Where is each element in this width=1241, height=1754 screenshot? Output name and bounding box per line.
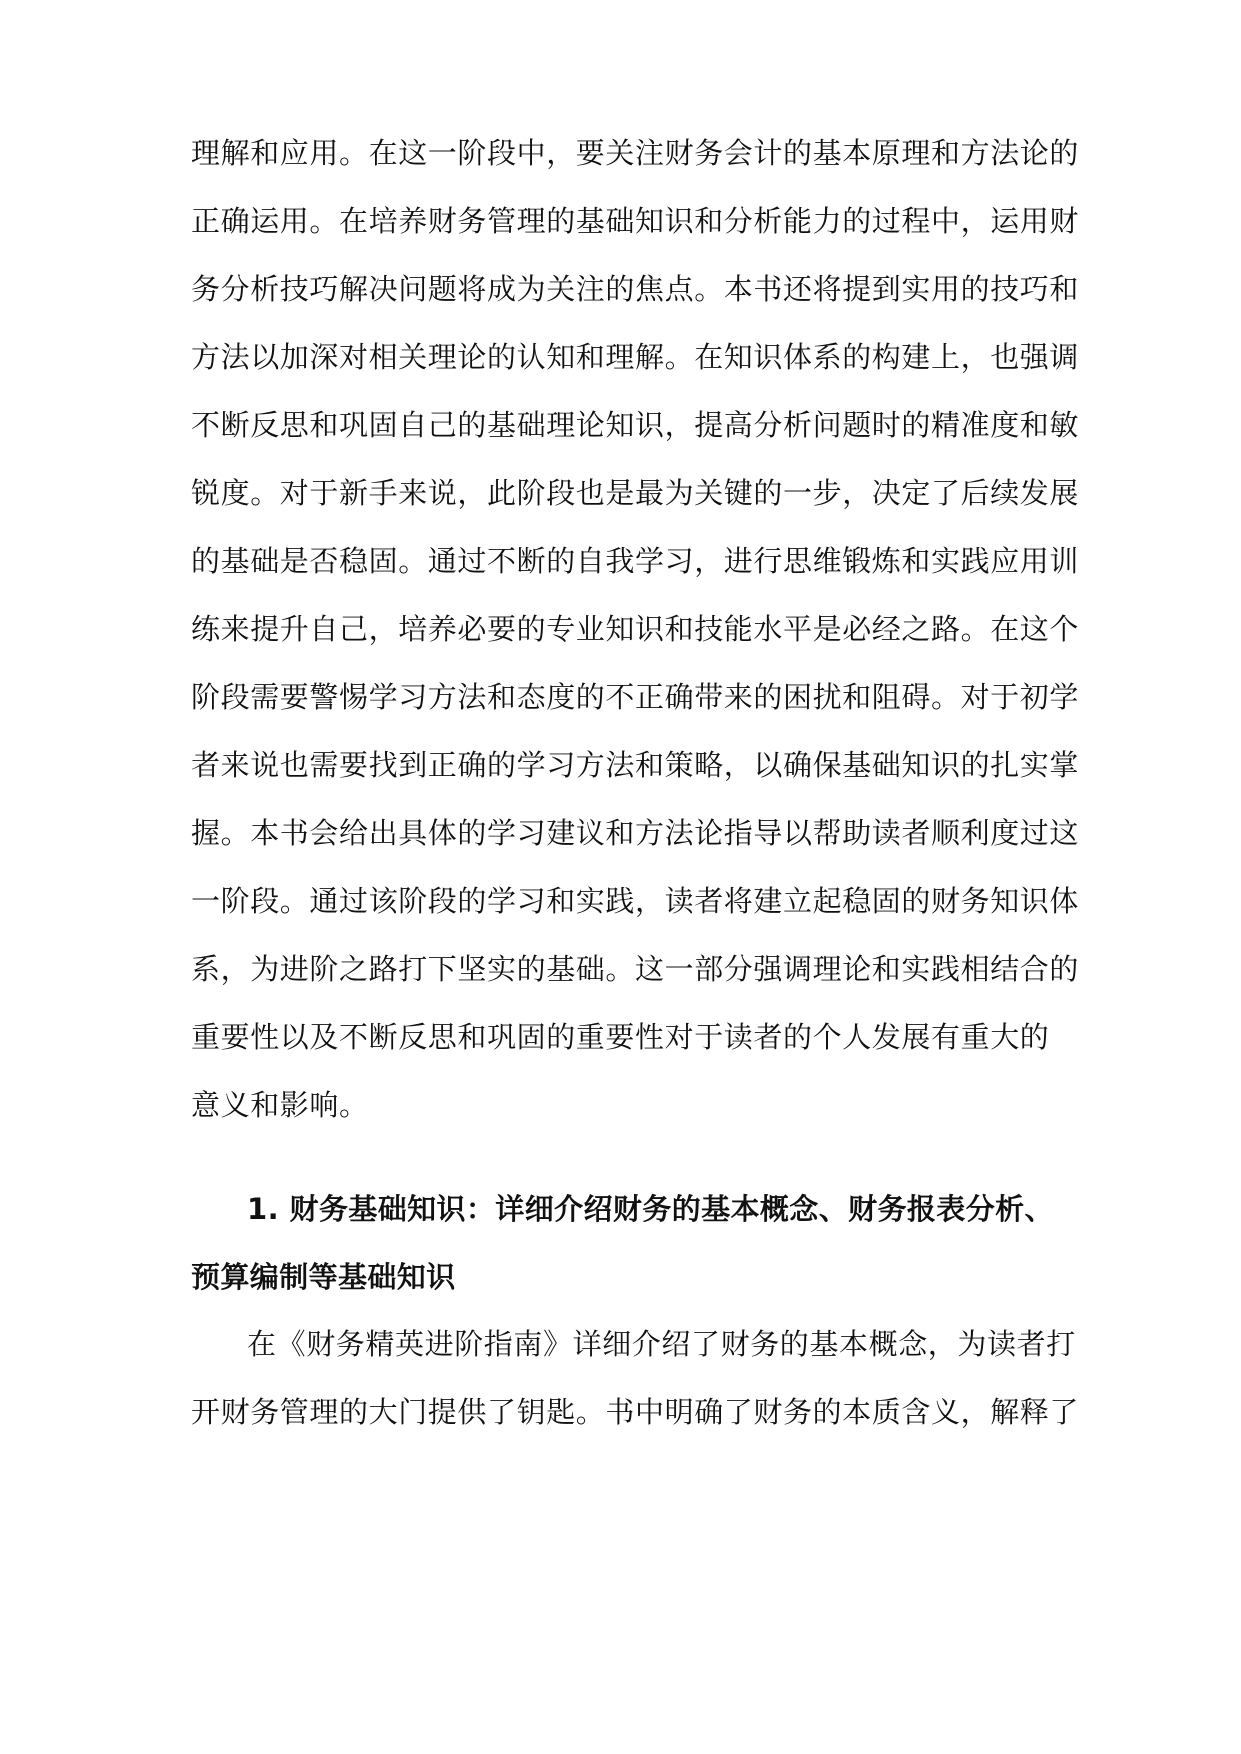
paragraph-line: 的基础是否稳固。通过不断的自我学习，进行思维锻炼和实践应用训: [191, 544, 1080, 578]
heading-line: 1. 财务基础知识：详细介绍财务的基本概念、财务报表分析、: [247, 1192, 1054, 1226]
paragraph-line: 理解和应用。在这一阶段中，要关注财务会计的基本原理和方法论的: [191, 136, 1080, 170]
paragraph-line: 练来提升自己，培养必要的专业知识和技能水平是必经之路。在这个: [191, 612, 1080, 646]
paragraph-line: 不断反思和巩固自己的基础理论知识，提高分析问题时的精准度和敏: [191, 408, 1080, 442]
paragraph-line: 握。本书会给出具体的学习建议和方法论指导以帮助读者顺利度过这: [191, 816, 1080, 850]
paragraph-line: 者来说也需要找到正确的学习方法和策略，以确保基础知识的扎实掌: [191, 748, 1080, 782]
paragraph-line: 阶段需要警惕学习方法和态度的不正确带来的困扰和阻碍。对于初学: [191, 680, 1080, 714]
paragraph-line: 锐度。对于新手来说，此阶段也是最为关键的一步，决定了后续发展: [191, 476, 1080, 510]
paragraph-line: 在《财务精英进阶指南》详细介绍了财务的基本概念，为读者打: [247, 1327, 1076, 1361]
paragraph-line: 方法以加深对相关理论的认知和理解。在知识体系的构建上，也强调: [191, 340, 1080, 374]
paragraph-line: 开财务管理的大门提供了钥匙。书中明确了财务的本质含义，解释了: [191, 1395, 1080, 1429]
paragraph-line: 重要性以及不断反思和巩固的重要性对于读者的个人发展有重大的: [191, 1020, 1050, 1054]
paragraph-line: 务分析技巧解决问题将成为关注的焦点。本书还将提到实用的技巧和: [191, 272, 1080, 306]
paragraph-line: 正确运用。在培养财务管理的基础知识和分析能力的过程中，运用财: [191, 204, 1080, 238]
paragraph-line: 意义和影响。: [191, 1088, 369, 1122]
heading-line: 预算编制等基础知识: [191, 1260, 456, 1294]
paragraph-line: 系，为进阶之路打下坚实的基础。这一部分强调理论和实践相结合的: [191, 952, 1080, 986]
paragraph-line: 一阶段。通过该阶段的学习和实践，读者将建立起稳固的财务知识体: [191, 884, 1080, 918]
